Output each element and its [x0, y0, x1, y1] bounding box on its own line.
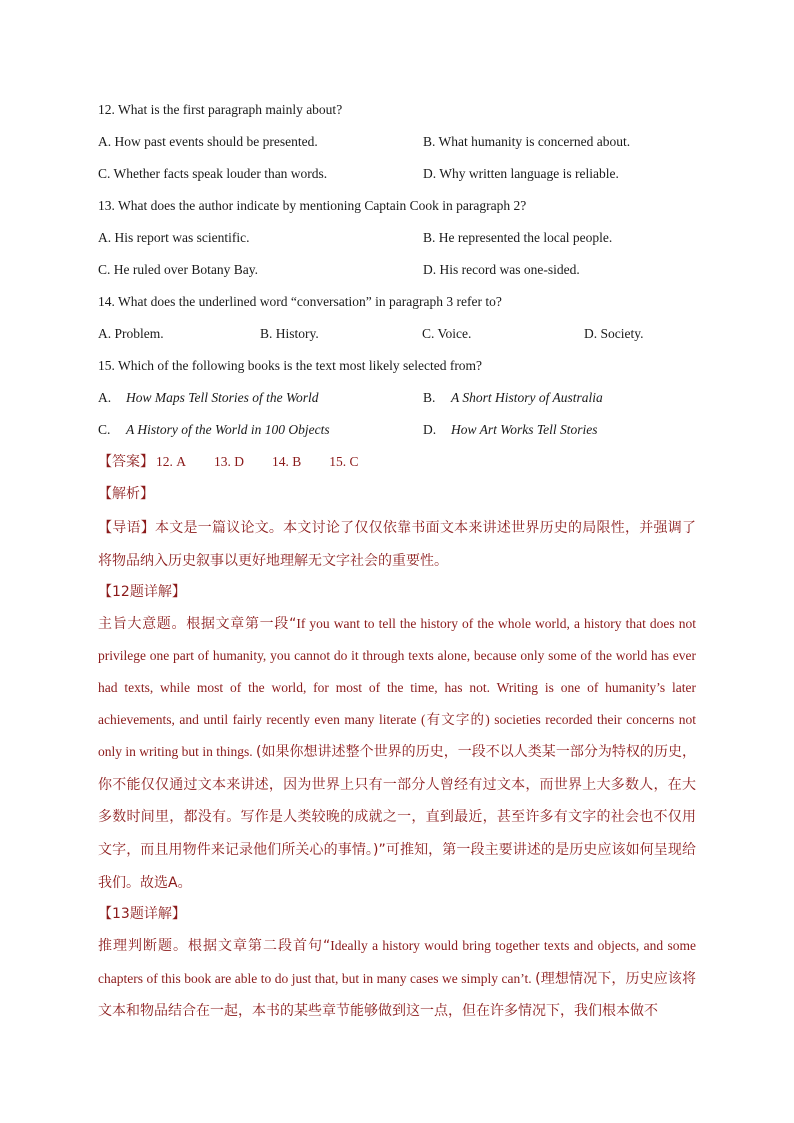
answer-14: 14. B: [272, 454, 302, 469]
book-title: A History of the World in 100 Objects: [126, 422, 330, 437]
answer-12: 12. A: [156, 454, 186, 469]
q12-translation: (如果你想讲述整个世界的历史，一段不以人类某一部分为特权的历史，你不能仅仅通过文本来讲述，因为世界上只有一部分人曾经有过文本，而世界上大多数人，在大多数时间里，都没有。写作是人类较晚的成就之一，直到最近，甚至许多有文字的社会也不仅用文字，而且用物件来记录他们所关心的事情。)”: [98, 743, 696, 859]
guide-tag: 【导语】: [98, 520, 155, 536]
q12-lead: 主旨大意题。根据文章第一段“: [98, 615, 297, 632]
answer-key: [98, 450, 696, 482]
question-15-option-c: [98, 418, 423, 450]
question-15-option-a: [98, 386, 423, 418]
option-label: C.: [98, 422, 111, 437]
question-14-stem: 14. What does the underlined word “conversation” in paragraph 3 refer to?: [98, 294, 502, 309]
question-14-option-b: B. History.: [260, 326, 319, 341]
question-12-stem: 12. What is the first paragraph mainly about?: [98, 102, 343, 117]
document-content: [98, 98, 696, 1028]
q13-quote: Ideally a history would bring together texts and objects, and some chapters of this book are able to do just that, but in many cases we simply can’t.: [98, 937, 696, 986]
question-14-option-c: C. Voice.: [422, 326, 472, 341]
question-13-stem: 13. What does the author indicate by mentioning Captain Cook in paragraph 2?: [98, 198, 527, 213]
question-15-options-row-2: [98, 418, 696, 450]
question-15-options-row-1: [98, 386, 696, 418]
question-12-option-d: D. Why written language is reliable.: [423, 166, 619, 181]
option-label: A.: [98, 390, 112, 405]
question-12-option-b: B. What humanity is concerned about.: [423, 134, 631, 149]
option-label: B.: [423, 390, 436, 405]
q12-detail-paragraph: [98, 608, 696, 900]
guide-paragraph: [98, 512, 696, 578]
q12-quote: If you want to tell the history of the whole world, a history that does not privilege one part of humanity, you cannot do it through texts alone, because only some of the world has ever had texts, while most of the world, for most of the time, has not. Writing is one of humanity’s later achievements, and until fairly recently even many literate (有文字的) societies recorded their concerns not only in writing but in things.: [98, 615, 696, 759]
q12-detail-heading: 【12题详解】: [98, 583, 186, 600]
answer-13: 13. D: [214, 454, 244, 469]
guide-text: 本文是一篇议论文。本文讨论了仅仅依靠书面文本来讲述世界历史的局限性，并强调了将物品纳入历史叙事以更好地理解无文字社会的重要性。: [98, 520, 697, 569]
question-13-options-row-2: [98, 258, 696, 290]
question-15-option-d: [423, 418, 598, 450]
q13-detail-paragraph: [98, 930, 696, 1028]
question-15-stem: 15. Which of the following books is the text most likely selected from?: [98, 358, 483, 373]
book-title: How Maps Tell Stories of the World: [126, 390, 319, 405]
question-13-option-d: D. His record was one-sided.: [423, 262, 580, 277]
question-13-options-row-1: [98, 226, 696, 258]
answer-tag: 【答案】: [98, 454, 154, 470]
question-12-option-a: A. How past events should be presented.: [98, 134, 318, 149]
q13-detail-heading: 【13题详解】: [98, 905, 186, 922]
q13-lead: 推理判断题。根据文章第二段首句“: [98, 937, 331, 954]
question-13-option-c: C. He ruled over Botany Bay.: [98, 262, 258, 277]
question-13-option-a: A. His report was scientific.: [98, 230, 250, 245]
question-12-options-row-1: [98, 130, 696, 162]
analysis-heading: 【解析】: [98, 486, 154, 502]
option-label: D.: [423, 422, 437, 437]
q13-translation: (理想情况下，历史应该将文本和物品结合在一起，本书的某些章节能够做到这一点，但在许多情况下，我们根本做不: [98, 970, 696, 1020]
question-15-option-b: [423, 386, 603, 418]
book-title: A Short History of Australia: [451, 390, 603, 405]
question-12-options-row-2: [98, 162, 696, 194]
q12-conclusion: 可推知，第一段主要讲述的是历史应该如何呈现给我们。故选A。: [98, 842, 697, 891]
question-12-option-c: C. Whether facts speak louder than words.: [98, 166, 328, 181]
book-title: How Art Works Tell Stories: [451, 422, 598, 437]
question-14-option-a: A. Problem.: [98, 326, 164, 341]
answer-15: 15. C: [329, 454, 359, 469]
question-14-option-d: D. Society.: [584, 326, 644, 341]
question-14-options-row: [98, 322, 696, 354]
question-13-option-b: B. He represented the local people.: [423, 230, 613, 245]
